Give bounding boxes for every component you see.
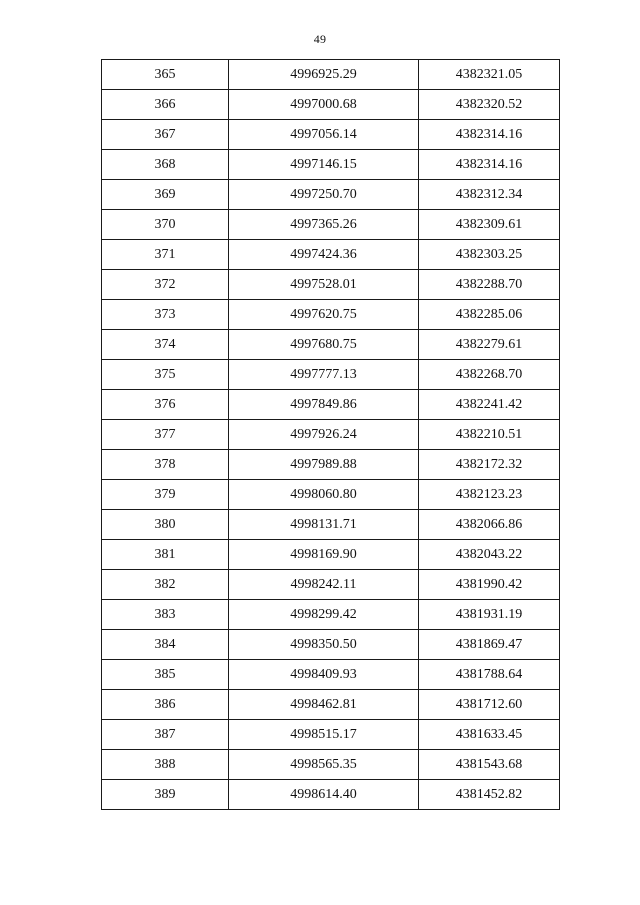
- y-coordinate-cell: 4381931.19: [419, 600, 560, 630]
- y-coordinate-cell: 4381990.42: [419, 570, 560, 600]
- point-number-cell: 387: [102, 720, 229, 750]
- y-coordinate-cell: 4381869.47: [419, 630, 560, 660]
- table-row: [102, 510, 560, 540]
- x-coordinate-cell: 4997849.86: [229, 390, 419, 420]
- x-coordinate-cell: 4998242.11: [229, 570, 419, 600]
- point-number-cell: 365: [102, 60, 229, 90]
- point-number-cell: 371: [102, 240, 229, 270]
- table-row: [102, 390, 560, 420]
- table-row: [102, 210, 560, 240]
- table-row: [102, 540, 560, 570]
- y-coordinate-cell: 4382321.05: [419, 60, 560, 90]
- y-coordinate-cell: 4382312.34: [419, 180, 560, 210]
- y-coordinate-cell: 4381543.68: [419, 750, 560, 780]
- x-coordinate-cell: 4998409.93: [229, 660, 419, 690]
- x-coordinate-cell: 4997365.26: [229, 210, 419, 240]
- coordinates-table-body: [102, 60, 560, 810]
- table-row: [102, 120, 560, 150]
- y-coordinate-cell: 4381633.45: [419, 720, 560, 750]
- x-coordinate-cell: 4998515.17: [229, 720, 419, 750]
- table-row: [102, 150, 560, 180]
- point-number-cell: 370: [102, 210, 229, 240]
- point-number-cell: 385: [102, 660, 229, 690]
- x-coordinate-cell: 4998462.81: [229, 690, 419, 720]
- point-number-cell: 382: [102, 570, 229, 600]
- x-coordinate-cell: 4998350.50: [229, 630, 419, 660]
- point-number-cell: 379: [102, 480, 229, 510]
- point-number-cell: 369: [102, 180, 229, 210]
- y-coordinate-cell: 4382043.22: [419, 540, 560, 570]
- point-number-cell: 386: [102, 690, 229, 720]
- page-number: 49: [313, 32, 327, 46]
- x-coordinate-cell: 4998614.40: [229, 780, 419, 810]
- y-coordinate-cell: 4382210.51: [419, 420, 560, 450]
- table-row: [102, 300, 560, 330]
- point-number-cell: 367: [102, 120, 229, 150]
- table-row: [102, 720, 560, 750]
- x-coordinate-cell: 4997777.13: [229, 360, 419, 390]
- y-coordinate-cell: 4382066.86: [419, 510, 560, 540]
- y-coordinate-cell: 4381452.82: [419, 780, 560, 810]
- x-coordinate-cell: 4998565.35: [229, 750, 419, 780]
- x-coordinate-cell: 4997056.14: [229, 120, 419, 150]
- y-coordinate-cell: 4382241.42: [419, 390, 560, 420]
- table-row: [102, 630, 560, 660]
- table-row: [102, 270, 560, 300]
- table-row: [102, 780, 560, 810]
- y-coordinate-cell: 4381712.60: [419, 690, 560, 720]
- point-number-cell: 383: [102, 600, 229, 630]
- table-row: [102, 60, 560, 90]
- table-row: [102, 240, 560, 270]
- y-coordinate-cell: 4382172.32: [419, 450, 560, 480]
- table-row: [102, 90, 560, 120]
- x-coordinate-cell: 4997250.70: [229, 180, 419, 210]
- table-row: [102, 360, 560, 390]
- coordinates-table: [101, 59, 560, 810]
- y-coordinate-cell: 4382123.23: [419, 480, 560, 510]
- point-number-cell: 384: [102, 630, 229, 660]
- point-number-cell: 374: [102, 330, 229, 360]
- point-number-cell: 378: [102, 450, 229, 480]
- point-number-cell: 389: [102, 780, 229, 810]
- point-number-cell: 376: [102, 390, 229, 420]
- x-coordinate-cell: 4997926.24: [229, 420, 419, 450]
- y-coordinate-cell: 4382320.52: [419, 90, 560, 120]
- y-coordinate-cell: 4382285.06: [419, 300, 560, 330]
- x-coordinate-cell: 4998131.71: [229, 510, 419, 540]
- table-row: [102, 330, 560, 360]
- x-coordinate-cell: 4996925.29: [229, 60, 419, 90]
- y-coordinate-cell: 4382314.16: [419, 120, 560, 150]
- y-coordinate-cell: 4382268.70: [419, 360, 560, 390]
- point-number-cell: 388: [102, 750, 229, 780]
- x-coordinate-cell: 4997000.68: [229, 90, 419, 120]
- point-number-cell: 372: [102, 270, 229, 300]
- table-row: [102, 660, 560, 690]
- y-coordinate-cell: 4382288.70: [419, 270, 560, 300]
- point-number-cell: 366: [102, 90, 229, 120]
- x-coordinate-cell: 4998169.90: [229, 540, 419, 570]
- point-number-cell: 375: [102, 360, 229, 390]
- x-coordinate-cell: 4998060.80: [229, 480, 419, 510]
- table-row: [102, 480, 560, 510]
- table-row: [102, 570, 560, 600]
- y-coordinate-cell: 4382279.61: [419, 330, 560, 360]
- y-coordinate-cell: 4381788.64: [419, 660, 560, 690]
- table-row: [102, 180, 560, 210]
- table-row: [102, 450, 560, 480]
- x-coordinate-cell: 4997620.75: [229, 300, 419, 330]
- point-number-cell: 373: [102, 300, 229, 330]
- y-coordinate-cell: 4382309.61: [419, 210, 560, 240]
- y-coordinate-cell: 4382303.25: [419, 240, 560, 270]
- y-coordinate-cell: 4382314.16: [419, 150, 560, 180]
- point-number-cell: 368: [102, 150, 229, 180]
- table-row: [102, 420, 560, 450]
- table-row: [102, 690, 560, 720]
- point-number-cell: 380: [102, 510, 229, 540]
- table-row: [102, 600, 560, 630]
- point-number-cell: 377: [102, 420, 229, 450]
- x-coordinate-cell: 4997989.88: [229, 450, 419, 480]
- x-coordinate-cell: 4997680.75: [229, 330, 419, 360]
- point-number-cell: 381: [102, 540, 229, 570]
- table-row: [102, 750, 560, 780]
- x-coordinate-cell: 4997528.01: [229, 270, 419, 300]
- x-coordinate-cell: 4997146.15: [229, 150, 419, 180]
- x-coordinate-cell: 4998299.42: [229, 600, 419, 630]
- x-coordinate-cell: 4997424.36: [229, 240, 419, 270]
